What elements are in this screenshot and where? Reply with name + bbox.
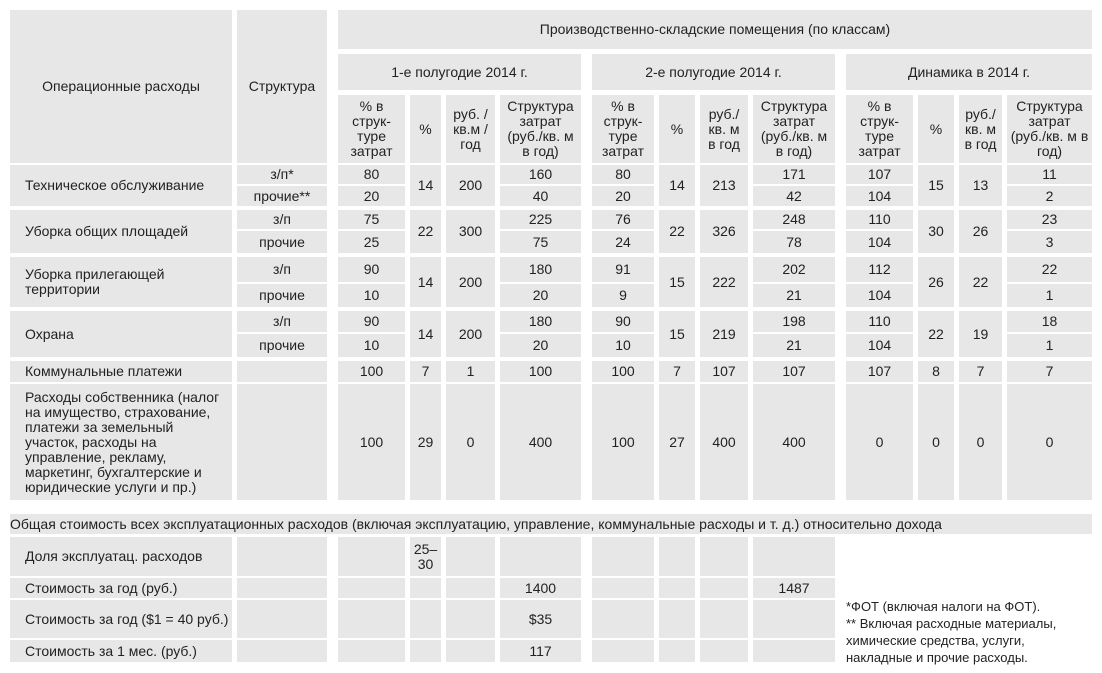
bottom-value [338, 578, 405, 598]
cell-share: 91 [592, 257, 654, 282]
bottom-value [659, 600, 695, 638]
cell-rub: 19 [959, 311, 1002, 357]
owner-value: 0 [918, 384, 954, 500]
bottom-value [592, 640, 654, 662]
cell-struct: 42 [753, 186, 835, 206]
bottom-label: Стоимость за год (руб.) [10, 578, 232, 598]
row-name: Уборка прилегающей территории [10, 257, 232, 307]
bottom-label: Доля эксплуатац. расходов [10, 537, 232, 576]
owner-value: 400 [753, 384, 835, 500]
header-sub-3-2: % [918, 95, 954, 163]
cell-pct: 14 [410, 165, 441, 206]
header-sub-1-2: % [410, 95, 441, 163]
cell-rub: 22 [959, 257, 1002, 307]
utilities-value: 1 [446, 361, 495, 382]
bottom-value [700, 537, 748, 576]
row-name: Уборка общих площадей [10, 210, 232, 253]
footnote-other-3: накладные и прочие расходы. [846, 650, 1028, 665]
bottom-label: Стоимость за год ($1 = 40 руб.) [10, 600, 232, 638]
bottom-value [338, 600, 405, 638]
bottom-value: 1400 [500, 578, 581, 598]
owner-value: 0 [446, 384, 495, 500]
owner-value: 0 [959, 384, 1002, 500]
owner-value: 400 [700, 384, 748, 500]
cell-pct: 22 [659, 210, 695, 253]
cell-share: 104 [846, 186, 913, 206]
bottom-value [500, 537, 581, 576]
bottom-value [410, 600, 441, 638]
cell-struct: 3 [1007, 231, 1092, 253]
bottom-value [700, 600, 748, 638]
owner-value: 0 [1007, 384, 1092, 500]
cell-struct: 75 [500, 231, 581, 253]
cell-share: 9 [592, 284, 654, 307]
cell-rub: 200 [446, 165, 495, 206]
cell-struct: 11 [1007, 165, 1092, 184]
cell-struct: 198 [753, 311, 835, 332]
owner-value: 100 [338, 384, 405, 500]
owner-value: 100 [592, 384, 654, 500]
cell-share: 80 [338, 165, 405, 184]
cell-struct: 18 [1007, 311, 1092, 332]
cell-share: 107 [846, 165, 913, 184]
cell-struct: 2 [1007, 186, 1092, 206]
bottom-structure [237, 600, 327, 638]
bottom-value [753, 537, 835, 576]
cell-rub: 300 [446, 210, 495, 253]
utilities-value: 107 [846, 361, 913, 382]
header-sub-3-1: % в струк-туре затрат [846, 95, 913, 163]
cell-rub: 213 [700, 165, 748, 206]
cell-rub: 200 [446, 311, 495, 357]
cell-share: 80 [592, 165, 654, 184]
cell-struct: 20 [500, 334, 581, 357]
bottom-value [659, 578, 695, 598]
cell-struct: 1 [1007, 334, 1092, 357]
bottom-value [592, 600, 654, 638]
bottom-value [446, 640, 495, 662]
cell-share: 112 [846, 257, 913, 282]
bottom-value [446, 578, 495, 598]
owner-value: 400 [500, 384, 581, 500]
total-caption: Общая стоимость всех эксплуатационных расходов (включая эксплуатацию, управление, коммунальные расходы и т. д.) относительно дохода [10, 514, 1092, 534]
cell-share: 25 [338, 231, 405, 253]
cell-struct: 225 [500, 210, 581, 229]
bottom-value [446, 537, 495, 576]
owner-structure [237, 384, 327, 500]
header-sub-3-4: Структура затрат (руб./кв. м в год) [1007, 95, 1092, 163]
cell-share: 104 [846, 231, 913, 253]
footnote-salary: *ФОТ (включая налоги на ФОТ). [846, 599, 1041, 614]
cell-struct: 171 [753, 165, 835, 184]
footnotes [846, 598, 1096, 666]
header-sub-3-3: руб./ кв. м в год [959, 95, 1002, 163]
header-sub-1-3: руб. / кв.м / год [446, 95, 495, 163]
cell-share: 10 [338, 334, 405, 357]
cell-rub: 13 [959, 165, 1002, 206]
row-sub-label: прочие [237, 284, 327, 307]
cell-pct: 14 [410, 257, 441, 307]
cell-share: 20 [338, 186, 405, 206]
cell-struct: 40 [500, 186, 581, 206]
cell-rub: 326 [700, 210, 748, 253]
bottom-value: 1487 [753, 578, 835, 598]
header-opex: Операционные расходы [10, 10, 232, 163]
cell-share: 76 [592, 210, 654, 229]
utilities-value: 100 [500, 361, 581, 382]
cell-pct: 22 [918, 311, 954, 357]
header-period-1: 1-е полугодие 2014 г. [338, 54, 581, 90]
cell-share: 90 [338, 257, 405, 282]
row-name: Охрана [10, 311, 232, 357]
bottom-value [446, 600, 495, 638]
cell-rub: 219 [700, 311, 748, 357]
bottom-value [753, 600, 835, 638]
cell-struct: 202 [753, 257, 835, 282]
bottom-value [753, 640, 835, 662]
row-sub-label: з/п [237, 311, 327, 332]
bottom-value [700, 640, 748, 662]
footnote-other-1: ** Включая расходные материалы, [846, 616, 1057, 631]
bottom-value [338, 640, 405, 662]
row-sub-label: прочие [237, 231, 327, 253]
cell-struct: 23 [1007, 210, 1092, 229]
utilities-value: 8 [918, 361, 954, 382]
utilities-value: 7 [659, 361, 695, 382]
cell-share: 24 [592, 231, 654, 253]
cell-struct: 21 [753, 284, 835, 307]
cell-share: 75 [338, 210, 405, 229]
utilities-structure [237, 361, 327, 382]
cell-struct: 180 [500, 257, 581, 282]
cell-share: 104 [846, 284, 913, 307]
cell-pct: 14 [410, 311, 441, 357]
row-sub-label: прочие** [237, 186, 327, 206]
cell-share: 10 [338, 284, 405, 307]
bottom-value [592, 578, 654, 598]
cell-pct: 15 [659, 257, 695, 307]
header-sub-1-1: % в струк-туре затрат [338, 95, 405, 163]
utilities-value: 107 [753, 361, 835, 382]
bottom-structure [237, 578, 327, 598]
row-name: Техническое обслуживание [10, 165, 232, 206]
cell-pct: 14 [659, 165, 695, 206]
cell-struct: 20 [500, 284, 581, 307]
cell-share: 110 [846, 311, 913, 332]
utilities-value: 100 [592, 361, 654, 382]
owner-value: 27 [659, 384, 695, 500]
cell-struct: 180 [500, 311, 581, 332]
cell-pct: 22 [410, 210, 441, 253]
bottom-value [410, 578, 441, 598]
header-sub-2-1: % в струк-туре затрат [592, 95, 654, 163]
cell-share: 110 [846, 210, 913, 229]
cell-share: 90 [338, 311, 405, 332]
bottom-value: 117 [500, 640, 581, 662]
utilities-value: 7 [959, 361, 1002, 382]
bottom-value [410, 640, 441, 662]
cell-struct: 160 [500, 165, 581, 184]
header-structure: Структура [237, 10, 327, 163]
row-sub-label: з/п* [237, 165, 327, 184]
row-sub-label: з/п [237, 257, 327, 282]
cell-struct: 22 [1007, 257, 1092, 282]
owner-value: 0 [846, 384, 913, 500]
row-sub-label: прочие [237, 334, 327, 357]
cell-pct: 26 [918, 257, 954, 307]
utilities-value: 107 [700, 361, 748, 382]
utilities-value: 7 [1007, 361, 1092, 382]
cell-pct: 15 [918, 165, 954, 206]
utilities-value: 7 [410, 361, 441, 382]
bottom-structure [237, 537, 327, 576]
cell-share: 90 [592, 311, 654, 332]
header-sub-1-4: Структура затрат (руб./кв. м в год) [500, 95, 581, 163]
cell-pct: 30 [918, 210, 954, 253]
cell-struct: 78 [753, 231, 835, 253]
utilities-value: 100 [338, 361, 405, 382]
cell-share: 104 [846, 334, 913, 357]
cell-struct: 248 [753, 210, 835, 229]
cell-struct: 1 [1007, 284, 1092, 307]
cell-pct: 15 [659, 311, 695, 357]
footnote-other-2: химические средства, услуги, [846, 633, 1025, 648]
row-sub-label: з/п [237, 210, 327, 229]
cell-share: 10 [592, 334, 654, 357]
bottom-value [592, 537, 654, 576]
bottom-value [659, 537, 695, 576]
owner-value: 29 [410, 384, 441, 500]
bottom-value: 25–30 [410, 537, 441, 576]
cell-share: 20 [592, 186, 654, 206]
bottom-structure [237, 640, 327, 662]
header-sub-2-3: руб./ кв. м в год [700, 95, 748, 163]
header-period-3: Динамика в 2014 г. [846, 54, 1092, 90]
header-period-2: 2-е полугодие 2014 г. [592, 54, 835, 90]
bottom-value [700, 578, 748, 598]
cell-struct: 21 [753, 334, 835, 357]
utilities-name: Коммунальные платежи [10, 361, 232, 382]
bottom-value [338, 537, 405, 576]
cell-rub: 26 [959, 210, 1002, 253]
bottom-value: $35 [500, 600, 581, 638]
cell-rub: 222 [700, 257, 748, 307]
cell-rub: 200 [446, 257, 495, 307]
bottom-value [659, 640, 695, 662]
owner-name: Расходы собственника (налог на имущество, страхование, платежи за земельный участок, расходы на управление, рекламу, маркетинг, бухгалтерские и юридические услуги и пр.) [10, 384, 232, 500]
header-sub-2-2: % [659, 95, 695, 163]
bottom-label: Стоимость за 1 мес. (руб.) [10, 640, 232, 662]
header-sub-2-4: Структура затрат (руб./кв. м в год) [753, 95, 835, 163]
header-group: Производственно-складские помещения (по классам) [338, 10, 1092, 49]
